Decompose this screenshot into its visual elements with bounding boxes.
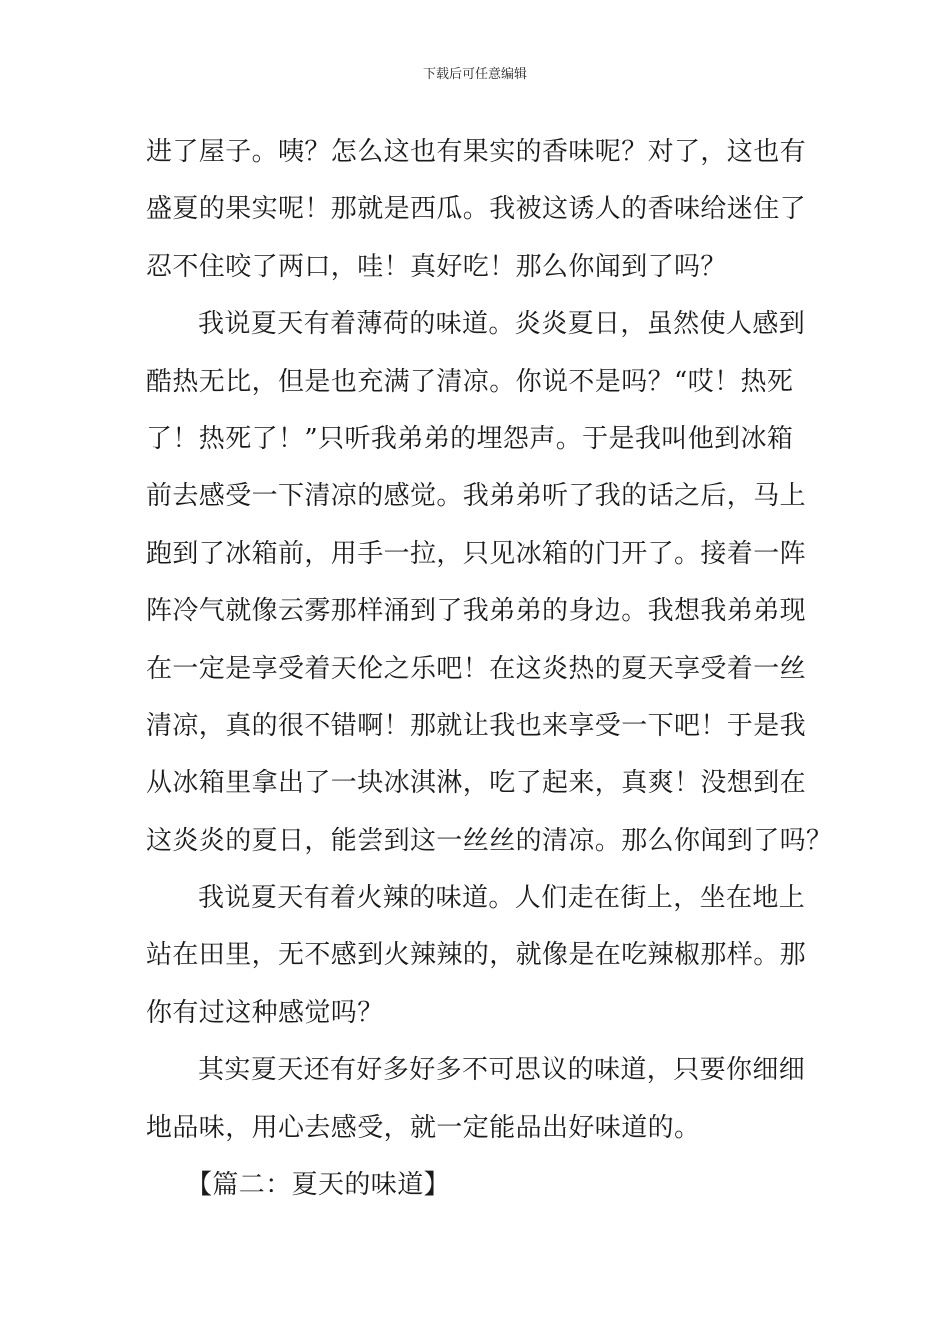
text-line: 从冰箱里拿出了一块冰淇淋，吃了起来，真爽！没想到在 bbox=[146, 768, 807, 799]
text-line: 酷热无比，但是也充满了清凉。你说不是吗？“哎！热死 bbox=[146, 366, 794, 397]
text-line: 进了屋子。咦？怎么这也有果实的香味呢？对了，这也有 bbox=[146, 137, 807, 167]
text-line: 跑到了冰箱前，用手一拉，只见冰箱的门开了。接着一阵 bbox=[146, 538, 807, 569]
page-header: 下载后可任意编辑 bbox=[422, 67, 527, 82]
text-line: 阵冷气就像云雾那样涌到了我弟弟的身边。我想我弟弟现 bbox=[146, 596, 807, 627]
section-heading: 【篇二：夏天的味道】 bbox=[186, 1170, 451, 1201]
text-line: 站在田里，无不感到火辣辣的，就像是在吃辣椒那样。那 bbox=[146, 940, 807, 971]
text-line: 了！热死了！”只听我弟弟的埋怨声。于是我叫他到冰箱 bbox=[146, 423, 794, 454]
text-line: 你有过这种感觉吗？ bbox=[146, 997, 384, 1028]
body-text bbox=[146, 124, 833, 1214]
paragraph-first-line: 我说夏天有着薄荷的味道。炎炎夏日，虽然使人感到 bbox=[198, 309, 806, 340]
text-line: 盛夏的果实呢！那就是西瓜。我被这诱人的香味给迷住了 bbox=[146, 194, 807, 225]
paragraph-first-line: 其实夏天还有好多好多不可思议的味道，只要你细细 bbox=[198, 1055, 806, 1086]
text-line: 这炎炎的夏日，能尝到这一丝丝的清凉。那么你闻到了吗？ bbox=[146, 825, 833, 856]
paragraph-first-line: 我说夏天有着火辣的味道。人们走在街上，坐在地上 bbox=[198, 883, 806, 914]
text-line: 前去感受一下清凉的感觉。我弟弟听了我的话之后，马上 bbox=[146, 481, 807, 512]
text-line: 在一定是享受着天伦之乐吧！在这炎热的夏天享受着一丝 bbox=[146, 653, 807, 684]
text-line: 忍不住咬了两口，哇！真好吃！那么你闻到了吗？ bbox=[146, 251, 727, 282]
text-line: 清凉，真的很不错啊！那就让我也来享受一下吧！于是我 bbox=[146, 710, 807, 741]
text-line: 地品味，用心去感受，就一定能品出好味道的。 bbox=[146, 1112, 701, 1143]
